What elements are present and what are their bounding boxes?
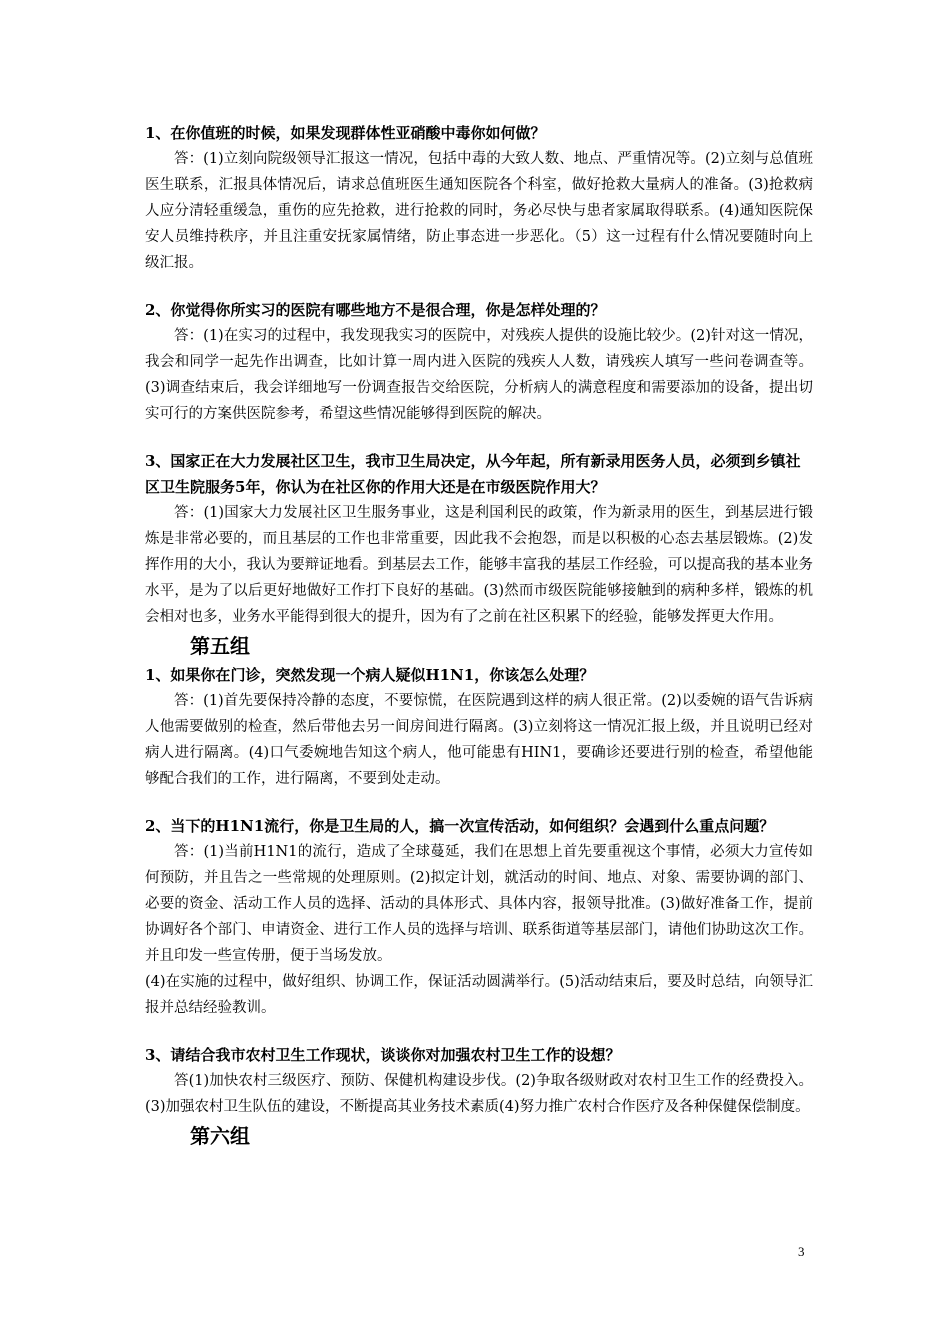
- question-heading: 1、在你值班的时候，如果发现群体性亚硝酸中毒你如何做？: [145, 124, 546, 142]
- page-number: 3: [798, 1244, 805, 1259]
- question-heading: 1、如果你在门诊，突然发现一个病人疑似H1N1，你该怎么处理？: [145, 666, 595, 684]
- question-heading: 2、你觉得你所实习的医院有哪些地方不是很合理，你是怎样处理的？: [145, 301, 606, 319]
- group-heading-6: 第六组: [190, 1124, 250, 1148]
- question-heading: 2、当下的H1N1流行，你是卫生局的人，搞一次宣传活动，如何组织？会遇到什么重点问题？: [145, 817, 775, 835]
- answer-paragraph: 答：(1)首先要保持冷静的态度，不要惊慌，在医院遇到这样的病人很正常。(2)以委婉的语气告诉病人他需要做别的检查，然后带他去另一间房间进行隔离。(3)立刻将这一情况汇报上级，并且说明已经对病人进行隔离。(4)口气委婉地告知这个病人，他可能患有HIN1，要确诊还要进行别的检查，希望他能够配合我们的工作，进行隔离，不要到处走动。: [145, 693, 813, 787]
- answer-paragraph: 答：(1)国家大力发展社区卫生服务事业，这是利国利民的政策，作为新录用的医生，到基层进行锻炼是非常必要的，而且基层的工作也非常重要，因此我不会抱怨，而是以积极的心态去基层锻炼。(2)发挥作用的大小，我认为要辩证地看。到基层去工作，能够丰富我的基层工作经验，可以提高我的基本业务水平，是为了以后更好地做好工作打下良好的基础。(3)然而市级医院能够接触到的病种多样，锻炼的机会相对也多，业务水平能得到很大的提升，因为有了之前在社区积累下的经验，能够发挥更大作用。: [145, 505, 813, 625]
- answer-paragraph: 答(1)加快农村三级医疗、预防、保健机构建设步伐。(2)争取各级财政对农村卫生工作的经费投入。(3)加强农村卫生队伍的建设，不断提高其业务技术素质(4)努力推广农村合作医疗及各种保健保偿制度。: [145, 1073, 813, 1115]
- answer-paragraph: 答：(1)当前H1N1的流行，造成了全球蔓延，我们在思想上首先要重视这个事情，必须大力宣传如何预防，并且告之一些常规的处理原则。(2)拟定计划，就活动的时间、地点、对象、需要协调的部门、必要的资金、活动工作人员的选择、活动的具体形式、具体内容，报领导批准。(3)做好准备工作，提前协调好各个部门、申请资金、进行工作人员的选择与培训、联系街道等基层部门，请他们协助这次工作。并且印发一些宣传册，便于当场发放。: [145, 844, 813, 964]
- answer-paragraph: 答：(1)在实习的过程中，我发现我实习的医院中，对残疾人提供的设施比较少。(2)针对这一情况，我会和同学一起先作出调查，比如计算一周内进入医院的残疾人人数，请残疾人填写一些问卷调查等。(3)调查结束后，我会详细地写一份调查报告交给医院，分析病人的满意程度和需要添加的设备，提出切实可行的方案供医院参考，希望这些情况能够得到医院的解决。: [145, 328, 813, 422]
- group-heading-5: 第五组: [190, 634, 250, 658]
- question-heading: 3、请结合我市农村卫生工作现状，谈谈你对加强农村卫生工作的设想？: [145, 1046, 621, 1064]
- document-body: [145, 120, 813, 1152]
- answer-paragraph-continued: (4)在实施的过程中，做好组织、协调工作，保证活动圆满举行。(5)活动结束后，要及时总结，向领导汇报并总结经验教训。: [145, 974, 813, 1016]
- answer-paragraph: 答：(1)立刻向院级领导汇报这一情况，包括中毒的大致人数、地点、严重情况等。(2)立刻与总值班医生联系，汇报具体情况后，请求总值班医生通知医院各个科室，做好抢救大量病人的准备。(3)抢救病人应分清轻重缓急，重伤的应先抢救，进行抢救的同时，务必尽快与患者家属取得联系。(4)通知医院保安人员维持秩序，并且注重安抚家属情绪，防止事态进一步恶化。（5）这一过程有什么情况要随时向上级汇报。: [145, 151, 813, 271]
- question-heading: 3、国家正在大力发展社区卫生，我市卫生局决定，从今年起，所有新录用医务人员，必须到乡镇社区卫生院服务5年，你认为在社区你的作用大还是在市级医院作用大？: [145, 452, 801, 496]
